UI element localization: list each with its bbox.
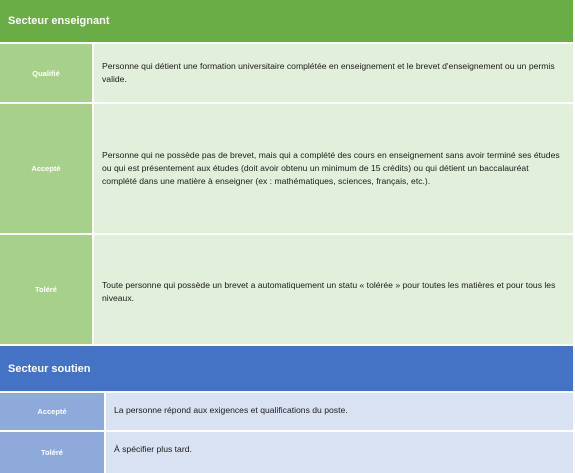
section-title: Secteur enseignant: [8, 15, 110, 27]
status-description: Personne qui ne possède pas de brevet, mais qui a complété des cours en enseignement sans avoir terminé ses études ou qui est présentement aux études (doit avoir obtenu un minimum de 15 crédits) ou qui détient un baccalauréat complété dans une matière à enseigner (ex : mathématiques, sciences, français, etc.).: [94, 104, 573, 233]
section-title: Secteur soutien: [8, 362, 91, 375]
status-label: Qualifié: [0, 44, 94, 102]
status-description: La personne répond aux exigences et qualifications du poste.: [106, 393, 573, 430]
section-header-teaching: [0, 0, 573, 42]
section-header-support: [0, 346, 573, 391]
table-row: [0, 393, 573, 430]
status-description: Toute personne qui possède un brevet a automatiquement un statu « tolérée » pour toutes les matières et pour tous les niveaux.: [94, 235, 573, 344]
status-label: Accepté: [0, 393, 106, 430]
table-row: [0, 104, 573, 233]
table-row: [0, 432, 573, 473]
status-label: Toléré: [0, 235, 94, 344]
table-row: [0, 235, 573, 344]
table-row: [0, 44, 573, 102]
status-label: Accepté: [0, 104, 94, 233]
status-description: Personne qui détient une formation universitaire complétée en enseignement et le brevet d'enseignement ou un permis valide.: [94, 44, 573, 102]
status-description: À spécifier plus tard.: [106, 432, 573, 473]
status-label: Toléré: [0, 432, 106, 473]
